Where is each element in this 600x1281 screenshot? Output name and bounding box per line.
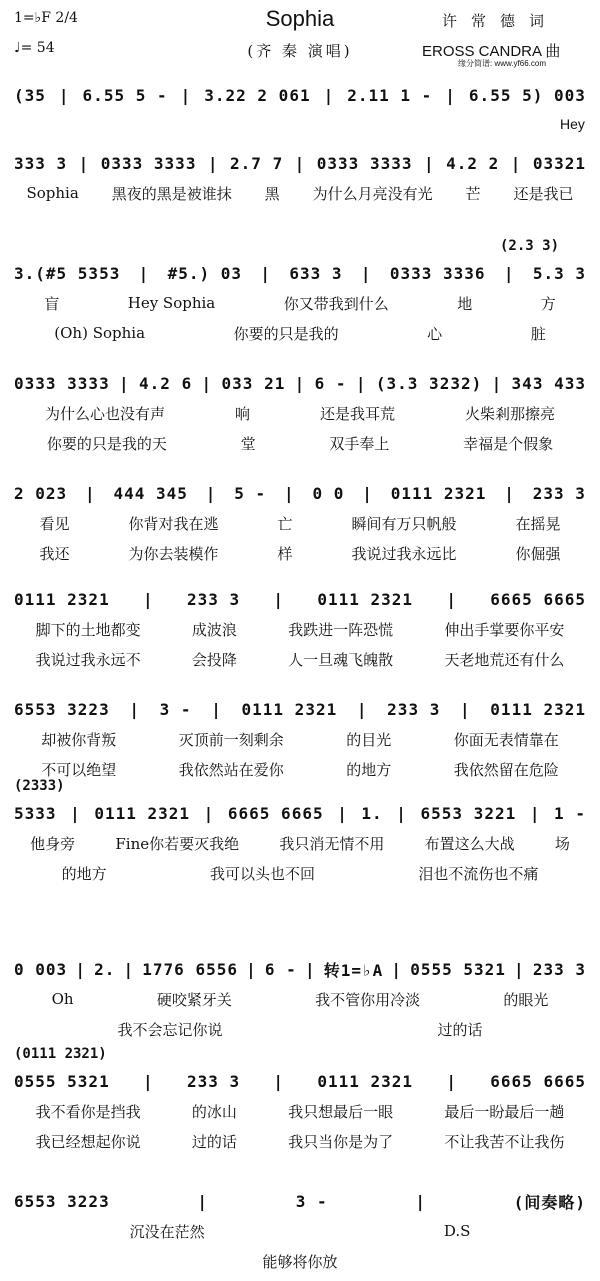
lyrics-verse-1 bbox=[0, 182, 600, 204]
measure: 6.55 5 - bbox=[82, 85, 168, 105]
lyric-phrase: 还是我已 bbox=[513, 184, 574, 203]
lyric-phrase: 我说过我永远比 bbox=[351, 544, 457, 563]
barline: | bbox=[211, 699, 222, 719]
notation-line bbox=[0, 696, 600, 722]
lyrics-verse-2 bbox=[0, 1018, 600, 1040]
barline: | bbox=[294, 153, 306, 173]
lyrics-verse-1 bbox=[0, 1100, 600, 1122]
lyric-phrase: 不可以绝望 bbox=[41, 760, 117, 779]
barline: | bbox=[503, 263, 515, 283]
lyrics-verse-2 bbox=[0, 1250, 600, 1272]
lyric-phrase: Sophia bbox=[26, 184, 79, 202]
lyrics-verse-1 bbox=[0, 1220, 600, 1242]
lyrics-verse-1 bbox=[0, 512, 600, 534]
lyric-phrase: 在摇晃 bbox=[515, 514, 561, 533]
notation-line bbox=[0, 800, 600, 826]
measure: 0111 2321 bbox=[241, 699, 338, 719]
lyric-phrase: 的冰山 bbox=[191, 1102, 237, 1121]
lyric-phrase: 你面无表情靠在 bbox=[453, 730, 559, 749]
lyric-phrase: Oh bbox=[51, 990, 74, 1008]
lyric-phrase: 你背对我在逃 bbox=[128, 514, 219, 533]
lyric-phrase: 场 bbox=[554, 834, 570, 853]
measure: 0555 5321 bbox=[410, 959, 506, 979]
measure: #5.) 03 bbox=[167, 263, 243, 283]
barline: | bbox=[197, 1191, 209, 1211]
barline: | bbox=[119, 373, 130, 393]
lyric-phrase: 灭顶前一刻剩余 bbox=[178, 730, 284, 749]
barline: | bbox=[355, 373, 367, 393]
measure: 3 - bbox=[159, 699, 192, 719]
measure: 233 3 bbox=[186, 589, 241, 609]
measure: 0111 2321 bbox=[317, 1071, 414, 1091]
notation-line bbox=[0, 260, 600, 286]
lyrics-verse-1 bbox=[0, 832, 600, 854]
measure: 2. bbox=[94, 959, 116, 979]
lyric-phrase: 泪也不流伤也不痛 bbox=[418, 864, 539, 883]
lyric-phrase: 最后一盼最后一趟 bbox=[444, 1102, 565, 1121]
lyric-phrase: 过的话 bbox=[437, 1020, 483, 1039]
measure: 0333 3333 bbox=[100, 153, 197, 173]
lyric-phrase: 能够将你放 bbox=[262, 1252, 338, 1271]
notation-line bbox=[0, 150, 600, 176]
lyric-phrase: 硬咬紧牙关 bbox=[156, 990, 232, 1009]
barline: | bbox=[396, 803, 407, 823]
measure: 233 3 bbox=[186, 1071, 241, 1091]
lyric-phrase: 芒 bbox=[465, 184, 481, 203]
barline: | bbox=[446, 1071, 457, 1091]
measure: (间奏略) bbox=[513, 1192, 586, 1212]
measure: 5 - bbox=[234, 483, 267, 503]
barline: | bbox=[284, 483, 295, 503]
key-signature: 1=♭F 2/4 bbox=[14, 10, 78, 26]
measure: 1. bbox=[361, 803, 383, 823]
lyric-phrase: (Oh) Sophia bbox=[54, 324, 146, 342]
lyric-phrase: 我依然留在危险 bbox=[453, 760, 559, 779]
barline: | bbox=[180, 85, 192, 105]
barline: | bbox=[294, 373, 306, 393]
lyrics-verse-1 bbox=[0, 292, 600, 314]
lyrics-verse-1 bbox=[0, 988, 600, 1010]
lyric-phrase: Fine你若要灭我绝 bbox=[115, 834, 240, 853]
measure: 6553 3223 bbox=[14, 699, 110, 719]
barline: | bbox=[391, 959, 403, 979]
composer-credit: EROSS CANDRA 曲 bbox=[422, 43, 561, 60]
lyric-phrase: 我只想最后一眼 bbox=[288, 1102, 394, 1121]
measure: 1 - bbox=[554, 803, 586, 823]
lyric-phrase: 脚下的土地都变 bbox=[35, 620, 141, 639]
lyric-phrase: 为什么心也没有声 bbox=[44, 404, 165, 423]
lyric-phrase: Hey Sophia bbox=[127, 294, 216, 312]
measure: 6 - bbox=[314, 373, 347, 393]
lyric-phrase: 的地方 bbox=[61, 864, 107, 883]
lyric-phrase: 你又带我到什么 bbox=[283, 294, 389, 313]
measure: 03321 bbox=[532, 153, 586, 173]
lyric-phrase: 我不看你是挡我 bbox=[35, 1102, 141, 1121]
lyric-phrase: 黑夜的黑是被谁抹 bbox=[111, 184, 232, 203]
lyric-phrase: 你要的只是我的天 bbox=[46, 434, 167, 453]
lyric-phrase: 瞬间有万只帆般 bbox=[351, 514, 457, 533]
measure: 6 - bbox=[264, 959, 297, 979]
barline: | bbox=[70, 803, 81, 823]
lyric-phrase: 盲 bbox=[44, 294, 60, 313]
lyric-phrase: 我只消无情不用 bbox=[279, 834, 385, 853]
lyric-phrase: 我可以头也不回 bbox=[209, 864, 315, 883]
measure: 0111 2321 bbox=[490, 699, 586, 719]
barline: | bbox=[529, 803, 541, 823]
pickup-lyric: Hey bbox=[560, 116, 585, 132]
lyric-phrase: 却被你背叛 bbox=[41, 730, 117, 749]
lyrics-verse-1 bbox=[0, 728, 600, 750]
measure: 5333 bbox=[14, 803, 57, 823]
barline: | bbox=[207, 153, 219, 173]
barline: | bbox=[460, 699, 471, 719]
barline: | bbox=[78, 153, 90, 173]
barline: | bbox=[445, 85, 456, 105]
barline: | bbox=[510, 153, 522, 173]
lyric-phrase: 幸福是个假象 bbox=[463, 434, 554, 453]
lyric-phrase: 我不管你用冷淡 bbox=[315, 990, 421, 1009]
lyric-phrase: 沉没在茫然 bbox=[129, 1222, 205, 1241]
barline: | bbox=[205, 483, 217, 503]
measure: 4.2 6 bbox=[139, 373, 193, 393]
barline: | bbox=[491, 373, 503, 393]
measure: 6.55 5) 003 bbox=[468, 85, 586, 105]
lyric-phrase: 的地方 bbox=[346, 760, 392, 779]
measure: (35 bbox=[14, 85, 46, 105]
lyric-phrase: 还是我耳荒 bbox=[319, 404, 395, 423]
lyrics-verse-2 bbox=[0, 648, 600, 670]
measure: 0555 5321 bbox=[14, 1071, 110, 1091]
measure: 333 3 bbox=[14, 153, 68, 173]
measure: 233 3 bbox=[532, 483, 586, 503]
notation-line bbox=[0, 1188, 600, 1214]
lyric-phrase: 地 bbox=[457, 294, 473, 313]
lyric-phrase: 过的话 bbox=[191, 1132, 237, 1151]
barline: | bbox=[260, 263, 272, 283]
lyrics-verse-2 bbox=[0, 432, 600, 454]
lyric-phrase: 脏 bbox=[530, 324, 546, 343]
performer-line: (齐 秦 演唱) bbox=[247, 42, 353, 60]
barline: | bbox=[143, 589, 154, 609]
barline: | bbox=[85, 483, 96, 503]
barline: | bbox=[273, 589, 285, 609]
measure: 5.3 3 bbox=[532, 263, 586, 283]
measure: (3.3 3232) bbox=[375, 373, 483, 393]
lyric-phrase: 方 bbox=[540, 294, 556, 313]
measure: 3.(#5 5353 bbox=[14, 263, 121, 283]
barline: | bbox=[514, 959, 525, 979]
lyric-phrase: 伸出手掌要你平安 bbox=[444, 620, 565, 639]
measure: 343 433 bbox=[511, 373, 586, 393]
lyric-phrase: 会投降 bbox=[191, 650, 237, 669]
measure: 444 345 bbox=[113, 483, 188, 503]
lyric-phrase: 我已经想起你说 bbox=[35, 1132, 141, 1151]
lyric-phrase: 双手奉上 bbox=[329, 434, 390, 453]
measure: 0 0 bbox=[312, 483, 345, 503]
measure: 233 3 bbox=[532, 959, 586, 979]
lyrics-verse-2 bbox=[0, 862, 600, 884]
lyric-phrase: 人一旦魂飞魄散 bbox=[288, 650, 394, 669]
alternate-notes: (2333) bbox=[14, 778, 65, 794]
lyric-phrase: 为你去装模作 bbox=[128, 544, 219, 563]
measure: 233 3 bbox=[387, 699, 441, 719]
measure: 0111 2321 bbox=[94, 803, 191, 823]
barline: | bbox=[356, 699, 368, 719]
measure: 3 - bbox=[295, 1191, 328, 1211]
lyric-phrase: 响 bbox=[234, 404, 250, 423]
barline: | bbox=[360, 263, 372, 283]
lyric-phrase: 我只当你是为了 bbox=[288, 1132, 394, 1151]
barline: | bbox=[246, 959, 257, 979]
lyric-phrase: 火柴剎那擦亮 bbox=[464, 404, 555, 423]
measure: 0 003 bbox=[14, 959, 68, 979]
notation-line bbox=[0, 82, 600, 108]
lyric-phrase: 我跌进一阵恐慌 bbox=[288, 620, 394, 639]
notation-line bbox=[0, 1068, 600, 1094]
lyric-phrase: 为什么月亮没有光 bbox=[312, 184, 433, 203]
source-site: 缘分简谱: www.yf66.com bbox=[458, 59, 547, 68]
barline: | bbox=[323, 85, 335, 105]
measure: 4.2 2 bbox=[446, 153, 500, 173]
measure: 6553 3223 bbox=[14, 1191, 110, 1211]
tempo-marking: ♩= 54 bbox=[14, 40, 55, 56]
barline: | bbox=[129, 699, 140, 719]
lyric-phrase: 他身旁 bbox=[30, 834, 76, 853]
alternate-notes: (0111 2321) bbox=[14, 1046, 107, 1062]
lyric-phrase: D.S bbox=[443, 1222, 471, 1240]
barline: | bbox=[143, 1071, 154, 1091]
measure: 3.22 2 061 bbox=[204, 85, 311, 105]
measure: 2.11 1 - bbox=[347, 85, 433, 105]
barline: | bbox=[504, 483, 515, 503]
measure: 1776 6556 bbox=[142, 959, 238, 979]
lyrics-verse-2 bbox=[0, 542, 600, 564]
barline: | bbox=[75, 959, 86, 979]
lyrics-verse-2 bbox=[0, 1130, 600, 1152]
lyric-phrase: 我依然站在爱你 bbox=[178, 760, 284, 779]
barline: | bbox=[362, 483, 373, 503]
lyric-phrase: 你要的只是我的 bbox=[233, 324, 339, 343]
barline: | bbox=[423, 153, 435, 173]
lyric-phrase: 成波浪 bbox=[191, 620, 237, 639]
lyrics-verse-1 bbox=[0, 402, 600, 424]
barline: | bbox=[58, 85, 70, 105]
notation-line bbox=[0, 370, 600, 396]
measure: 6553 3221 bbox=[420, 803, 517, 823]
lyrics-verse-2 bbox=[0, 758, 600, 780]
measure: 2.7 7 bbox=[230, 153, 284, 173]
measure: 0111 2321 bbox=[14, 589, 110, 609]
lyric-phrase: 亡 bbox=[277, 514, 293, 533]
lyric-phrase: 堂 bbox=[240, 434, 256, 453]
measure: 2 023 bbox=[14, 483, 68, 503]
measure: 033 21 bbox=[221, 373, 286, 393]
lyric-phrase: 你倔强 bbox=[515, 544, 561, 563]
alternate-notes: (2.3 3) bbox=[500, 238, 560, 254]
lyric-phrase: 布置这么大战 bbox=[424, 834, 515, 853]
measure: 转1=♭A bbox=[323, 960, 384, 980]
barline: | bbox=[337, 803, 348, 823]
barline: | bbox=[446, 589, 457, 609]
measure: 0333 3336 bbox=[389, 263, 486, 283]
measure: 633 3 bbox=[289, 263, 343, 283]
measure: 0333 3333 bbox=[316, 153, 413, 173]
barline: | bbox=[123, 959, 135, 979]
lyric-phrase: 我不会忘记你说 bbox=[117, 1020, 223, 1039]
measure: 6665 6665 bbox=[490, 589, 586, 609]
barline: | bbox=[203, 803, 215, 823]
barline: | bbox=[138, 263, 150, 283]
lyric-phrase: 黑 bbox=[264, 184, 280, 203]
lyric-phrase: 的目光 bbox=[346, 730, 392, 749]
notation-line bbox=[0, 480, 600, 506]
measure: 0333 3333 bbox=[14, 373, 110, 393]
notation-line bbox=[0, 956, 600, 982]
lyric-phrase: 看见 bbox=[39, 514, 70, 533]
measure: 6665 6665 bbox=[490, 1071, 586, 1091]
barline: | bbox=[304, 959, 316, 979]
barline: | bbox=[201, 373, 213, 393]
measure: 0111 2321 bbox=[390, 483, 487, 503]
lyric-phrase: 不让我苦不让我伤 bbox=[444, 1132, 565, 1151]
lyric-phrase: 我说过我永远不 bbox=[35, 650, 141, 669]
lyric-phrase: 样 bbox=[277, 544, 293, 563]
lyrics-verse-2 bbox=[0, 322, 600, 344]
lyrics-verse-1 bbox=[0, 618, 600, 640]
notation-line bbox=[0, 586, 600, 612]
measure: 0111 2321 bbox=[317, 589, 414, 609]
lyric-phrase: 我还 bbox=[39, 544, 70, 563]
lyric-phrase: 天老地荒还有什么 bbox=[444, 650, 565, 669]
lyric-phrase: 心 bbox=[427, 324, 443, 343]
lyric-phrase: 的眼光 bbox=[503, 990, 549, 1009]
song-title: Sophia bbox=[265, 6, 335, 31]
barline: | bbox=[415, 1191, 426, 1211]
measure: 6665 6665 bbox=[227, 803, 324, 823]
lyricist-credit: 许常德词 bbox=[442, 12, 559, 30]
barline: | bbox=[273, 1071, 285, 1091]
